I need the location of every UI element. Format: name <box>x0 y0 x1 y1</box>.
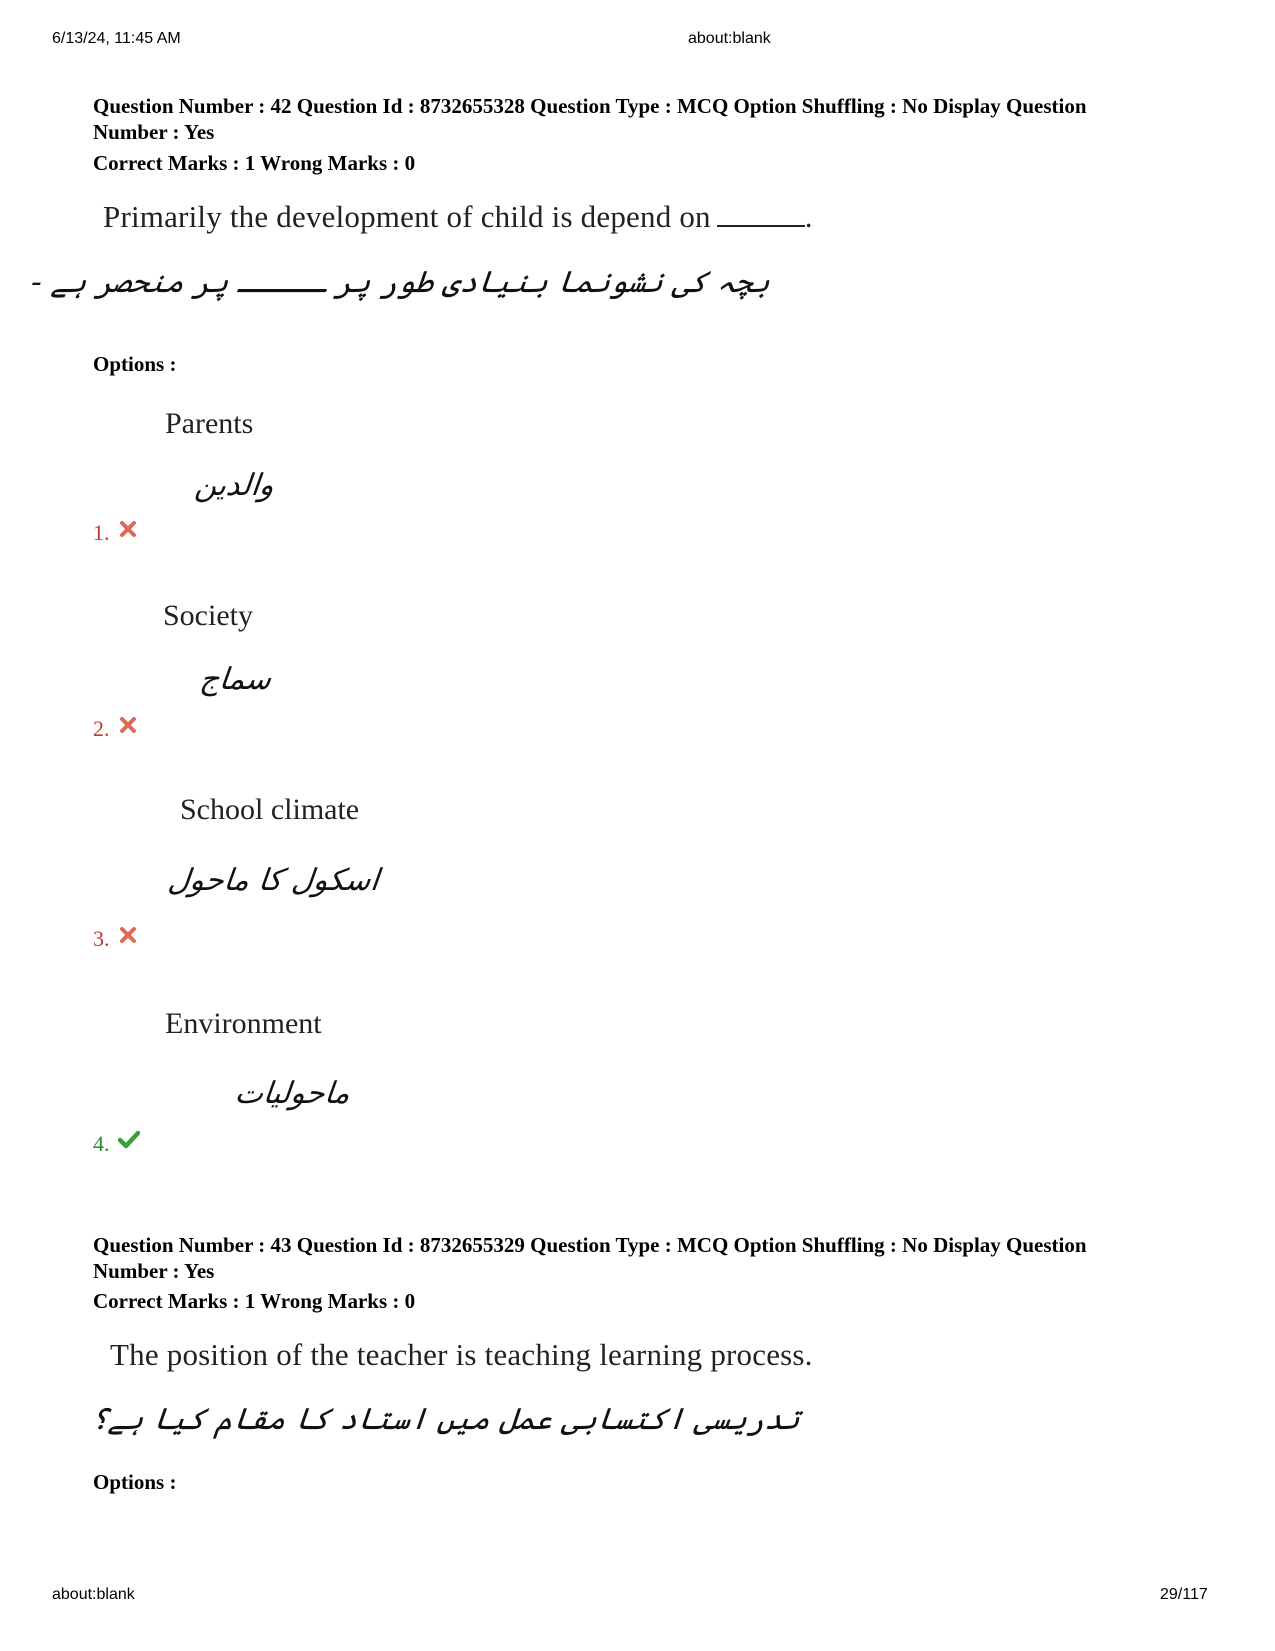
question-marks: Correct Marks : 1 Wrong Marks : 0 <box>93 151 416 175</box>
question-meta <box>93 93 1203 145</box>
option-4-text-ur: ماحولیات <box>233 1076 352 1111</box>
option-2-number: 2. <box>93 716 110 741</box>
option-2-text-en: Society <box>163 599 253 632</box>
options-label: Options : <box>93 352 177 376</box>
options-label: Options : <box>93 1470 177 1494</box>
question-text-en <box>103 199 813 235</box>
option-3-text-en: School climate <box>180 793 360 826</box>
option-4-number: 4. <box>93 1131 110 1156</box>
question-text-ur: تدریسی اکتسابی عمل میں استاد کا مقام کیا ہے؟ <box>89 1402 802 1437</box>
option-3-text-ur: اسکول کا ماحول <box>166 863 381 898</box>
check-icon <box>118 1130 140 1150</box>
question-text-en-end: . <box>804 199 813 234</box>
cross-icon <box>119 716 137 734</box>
question-text-ur: بچہ کی نشونما بنیادی طور پر ـــــ پر منحصر ہے - <box>29 265 772 300</box>
cross-icon <box>119 926 137 944</box>
option-1-number: 1. <box>93 520 110 545</box>
page-number: 29/117 <box>1160 1586 1208 1603</box>
answer-blank <box>717 205 805 227</box>
option-1-text-ur: والدین <box>193 468 276 503</box>
option-4-text-en: Environment <box>165 1007 322 1040</box>
print-datetime: 6/13/24, 11:45 AM <box>52 30 181 47</box>
question-meta-line1: Question Number : 42 Question Id : 8732655328 Question Type : MCQ Option Shuffling : No Display Question <box>93 94 1087 118</box>
option-3-number: 3. <box>93 926 110 951</box>
question-text-en: The position of the teacher is teaching learning process. <box>110 1337 813 1372</box>
cross-icon <box>119 520 137 538</box>
question-meta-line1: Question Number : 43 Question Id : 8732655329 Question Type : MCQ Option Shuffling : No Display Question <box>93 1233 1087 1257</box>
question-meta-line2: Number : Yes <box>93 1259 215 1283</box>
question-marks: Correct Marks : 1 Wrong Marks : 0 <box>93 1289 416 1313</box>
option-1-text-en: Parents <box>165 407 254 440</box>
print-footer-url: about:blank <box>52 1586 135 1603</box>
question-meta-line2: Number : Yes <box>93 120 215 144</box>
question-text-en-body: Primarily the development of child is depend on <box>103 199 711 234</box>
print-header-url: about:blank <box>688 30 771 47</box>
option-2-text-ur: سماج <box>198 662 273 697</box>
question-meta <box>93 1232 1203 1284</box>
